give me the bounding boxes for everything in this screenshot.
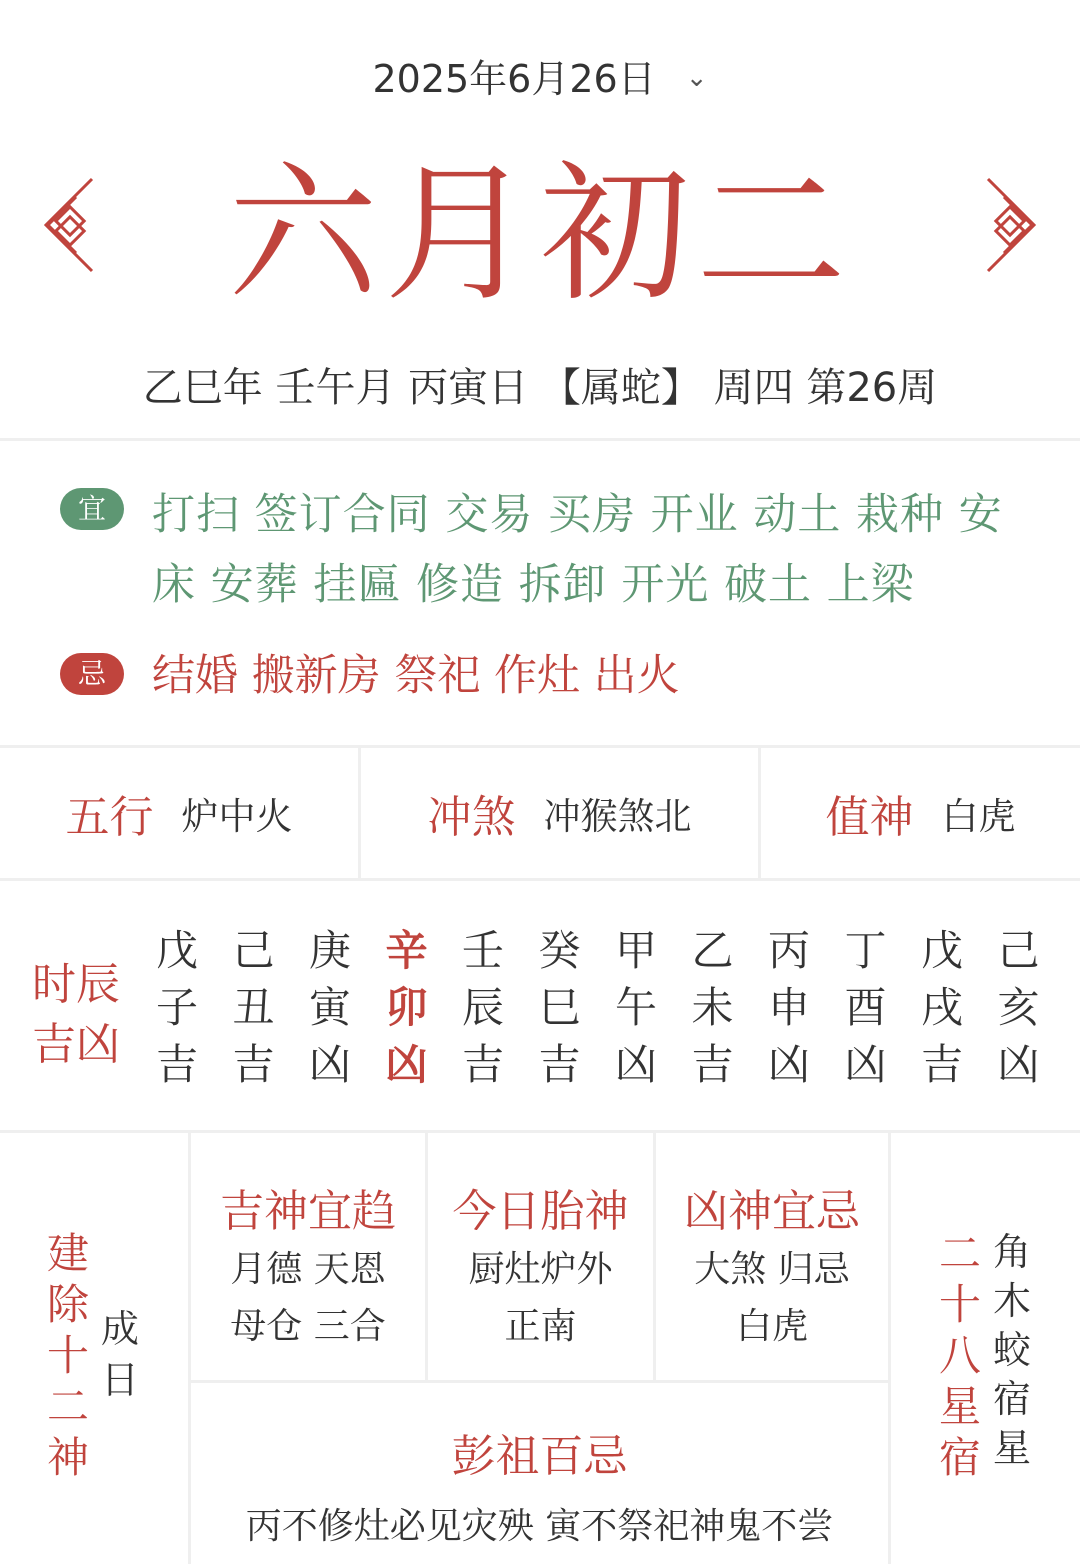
hour-column bbox=[224, 922, 284, 1093]
hour-luck: 吉 bbox=[538, 1040, 581, 1089]
chongsha-value: 冲猴煞北 bbox=[543, 795, 692, 838]
jishen-line2: 母仓 三合 bbox=[230, 1306, 386, 1347]
hour-stem: 己 bbox=[232, 926, 275, 975]
hour-column bbox=[759, 922, 819, 1093]
taishen-line2: 正南 bbox=[504, 1306, 577, 1347]
hour-luck: 凶 bbox=[614, 1040, 657, 1089]
pengzu-cell bbox=[191, 1420, 888, 1555]
hour-column bbox=[989, 922, 1049, 1093]
hour-branch: 午 bbox=[614, 983, 657, 1032]
divider bbox=[0, 878, 1080, 881]
hour-stem: 甲 bbox=[614, 926, 657, 975]
hour-column bbox=[147, 922, 207, 1093]
hour-column bbox=[683, 922, 743, 1093]
wuxing-label: 五行 bbox=[65, 792, 154, 843]
xingxiu-value: 角 木 蛟 宿 星 bbox=[992, 1230, 1031, 1470]
solar-date: 2025年6月26日 bbox=[372, 57, 656, 101]
xiongshen-line1: 大煞 归忌 bbox=[694, 1249, 850, 1290]
hour-stem: 乙 bbox=[691, 926, 734, 975]
chongsha-cell bbox=[361, 748, 758, 878]
hour-luck: 吉 bbox=[691, 1040, 734, 1089]
hour-column bbox=[530, 922, 590, 1093]
zhishen-value: 白虎 bbox=[941, 795, 1016, 838]
taishen-cell bbox=[428, 1175, 653, 1355]
chongsha-label: 冲煞 bbox=[427, 792, 516, 843]
yi-activities: 打扫 签订合同 交易 买房 开业 动土 栽种 安床 安葬 挂匾 修造 拆卸 开光 破土 上梁 bbox=[152, 490, 1003, 610]
hour-column bbox=[836, 922, 896, 1093]
hours-label bbox=[32, 955, 132, 1075]
hour-stem: 戊 bbox=[920, 926, 963, 975]
jishen-cell bbox=[191, 1175, 425, 1355]
hour-luck: 吉 bbox=[155, 1040, 198, 1089]
zhishen-cell bbox=[761, 748, 1080, 878]
hour-column bbox=[377, 922, 437, 1093]
hour-branch: 亥 bbox=[997, 983, 1040, 1032]
xiongshen-title: 凶神宜忌 bbox=[684, 1186, 860, 1237]
hour-luck: 吉 bbox=[461, 1040, 504, 1089]
zhishen-label: 值神 bbox=[825, 792, 914, 843]
pengzu-text: 丙不修灶必见灾殃 寅不祭祀神鬼不尝 bbox=[245, 1506, 834, 1547]
taishen-title: 今日胎神 bbox=[452, 1186, 629, 1237]
taishen-line1: 厨灶炉外 bbox=[468, 1249, 613, 1290]
hour-stem: 癸 bbox=[538, 926, 581, 975]
jianchu-title: 建 除 十 二 神 bbox=[46, 1229, 89, 1482]
hour-column bbox=[912, 922, 972, 1093]
xingxiu-title: 二 十 八 星 宿 bbox=[938, 1229, 981, 1482]
hour-branch: 子 bbox=[155, 983, 198, 1032]
hour-branch: 巳 bbox=[538, 983, 581, 1032]
ganzhi-line: 乙巳年 壬午月 丙寅日 【属蛇】 周四 第26周 bbox=[142, 365, 938, 411]
hour-stem: 丁 bbox=[844, 926, 887, 975]
chevron-down-icon[interactable]: ⌄ bbox=[685, 63, 708, 93]
hour-luck: 凶 bbox=[844, 1040, 887, 1089]
yi-badge: 宜 bbox=[60, 488, 124, 530]
pengzu-title: 彭祖百忌 bbox=[451, 1431, 628, 1482]
hour-branch: 申 bbox=[767, 983, 810, 1032]
xiongshen-line2: 白虎 bbox=[735, 1306, 808, 1347]
hour-luck: 吉 bbox=[232, 1040, 275, 1089]
wuxing-value: 炉中火 bbox=[181, 795, 293, 838]
date-selector[interactable] bbox=[0, 48, 1080, 103]
hour-luck: 凶 bbox=[997, 1040, 1040, 1089]
hour-luck: 凶 bbox=[308, 1040, 351, 1089]
divider bbox=[0, 438, 1080, 441]
jishen-line1: 月德 天恩 bbox=[230, 1249, 386, 1290]
hour-branch: 酉 bbox=[844, 983, 887, 1032]
hour-column bbox=[300, 922, 360, 1093]
hour-branch: 未 bbox=[691, 983, 734, 1032]
divider bbox=[0, 1130, 1080, 1133]
xiongshen-cell bbox=[656, 1175, 888, 1355]
divider bbox=[191, 1380, 888, 1383]
hour-branch: 卯 bbox=[385, 983, 428, 1032]
hour-stem: 丙 bbox=[767, 926, 810, 975]
jishen-title: 吉神宜趋 bbox=[220, 1186, 396, 1237]
hour-branch: 辰 bbox=[461, 983, 504, 1032]
hour-branch: 戌 bbox=[920, 983, 963, 1032]
hour-stem: 戊 bbox=[155, 926, 198, 975]
hour-stem: 庚 bbox=[308, 926, 351, 975]
wuxing-cell bbox=[0, 748, 358, 878]
lunar-date: 六月初二 bbox=[227, 148, 852, 322]
hour-stem: 辛 bbox=[385, 926, 428, 975]
hour-luck: 凶 bbox=[767, 1040, 810, 1089]
next-day-icon[interactable] bbox=[984, 175, 1040, 275]
hour-luck: 吉 bbox=[920, 1040, 963, 1089]
ji-activities: 结婚 搬新房 祭祀 作灶 出火 bbox=[152, 651, 680, 701]
hour-column bbox=[606, 922, 666, 1093]
hour-stem: 壬 bbox=[461, 926, 504, 975]
hour-luck: 凶 bbox=[385, 1040, 428, 1089]
ji-badge: 忌 bbox=[60, 653, 124, 695]
hour-column bbox=[453, 922, 513, 1093]
hours-label-line1: 时辰 bbox=[32, 959, 120, 1010]
divider bbox=[888, 1133, 891, 1564]
hour-branch: 寅 bbox=[308, 983, 351, 1032]
hours-label-line2: 吉凶 bbox=[32, 1019, 120, 1070]
hour-branch: 丑 bbox=[232, 983, 275, 1032]
hour-stem: 己 bbox=[997, 926, 1040, 975]
jianchu-value: 成 日 bbox=[100, 1307, 139, 1402]
